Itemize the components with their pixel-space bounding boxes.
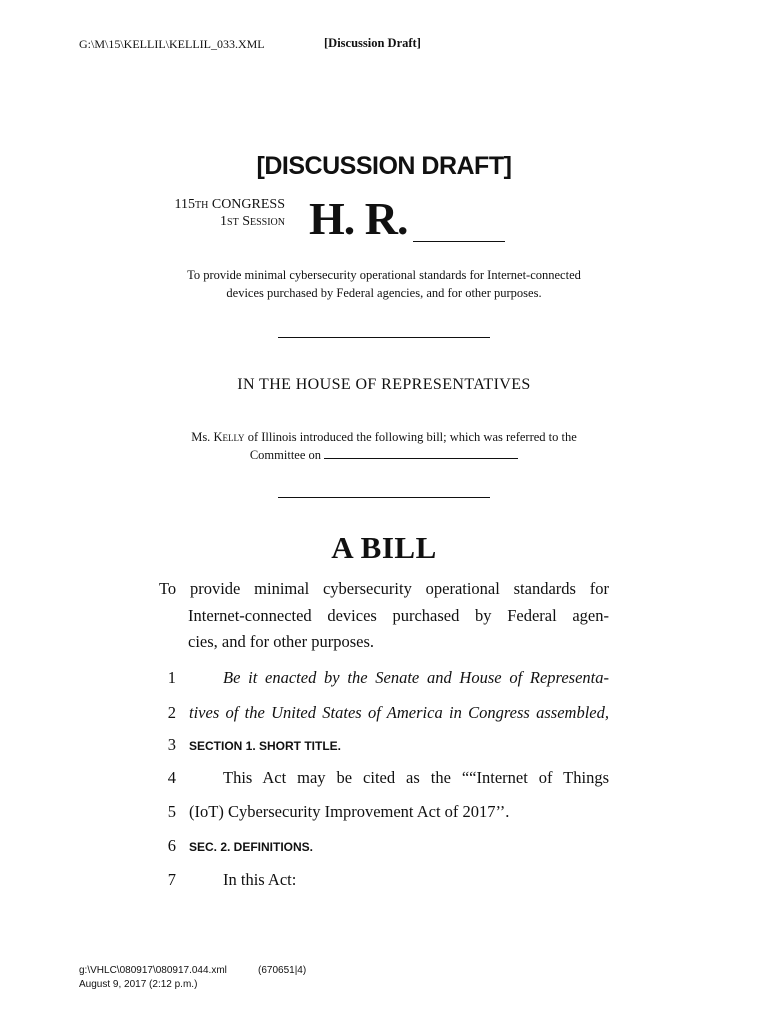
congress-label: 115th CONGRESS <box>174 197 285 212</box>
bill-designation: H. R. <box>309 193 408 244</box>
line-number: 6 <box>167 836 176 855</box>
sponsor-prefix: Ms. <box>191 430 214 444</box>
purpose-line-1: To provide minimal cybersecurity operational standards for Internet-connected <box>187 268 581 282</box>
purpose-line-2: devices purchased by Federal agencies, and for other purposes. <box>226 286 542 300</box>
bill-line-short-title-2: (IoT) Cybersecurity Improvement Act of 2017’’. <box>189 802 510 821</box>
long-title <box>159 576 609 656</box>
divider-rule-1 <box>278 337 490 338</box>
committee-label: Committee on <box>249 448 325 462</box>
line-number: 1 <box>167 668 176 687</box>
divider-rule-2 <box>278 497 490 498</box>
long-title-line-2: Internet-connected devices purchased by Federal agen- <box>188 605 609 625</box>
purpose-summary <box>150 266 618 302</box>
introduction-statement <box>150 428 618 464</box>
footer-date: August 9, 2017 (2:12 p.m.) <box>79 979 198 990</box>
section-heading-definitions: SEC. 2. DEFINITIONS. <box>189 840 314 854</box>
introduction-rest: of Illinois introduced the following bill; which was referred to the <box>244 430 577 444</box>
sponsor-name: Kelly <box>213 430 245 444</box>
footer-file: g:\VHLC\080917\080917.044.xml <box>79 965 227 976</box>
line-number: 3 <box>167 735 176 754</box>
bill-line-definitions-intro: In this Act: <box>223 870 297 889</box>
bill-line-short-title-1: This Act may be cited as the ““Internet of Things <box>223 768 609 787</box>
line-number: 2 <box>167 703 176 722</box>
bill-number-blank <box>413 241 505 242</box>
introduction-line-1 <box>150 428 618 446</box>
line-number: 4 <box>167 768 176 787</box>
section-heading-short-title: SECTION 1. SHORT TITLE. <box>189 739 342 753</box>
header-draft-label: [Discussion Draft] <box>324 36 421 50</box>
congress-session-block <box>155 196 285 230</box>
long-title-line-1: To provide minimal cybersecurity operational standards for <box>159 579 609 598</box>
discussion-draft-heading: [DISCUSSION DRAFT] <box>256 152 512 180</box>
bill-line-enacting-2: tives of the United States of America in Congress assembled, <box>189 703 609 722</box>
line-number: 5 <box>167 802 176 821</box>
session-label: 1st Session <box>220 214 285 229</box>
house-heading: IN THE HOUSE OF REPRESENTATIVES <box>237 376 531 393</box>
header-file-path: G:\M\15\KELLIL\KELLIL_033.XML <box>79 37 265 51</box>
bill-line-enacting-1: Be it enacted by the Senate and House of Representa- <box>223 668 609 687</box>
line-number: 7 <box>167 870 176 889</box>
introduction-line-2 <box>150 446 618 464</box>
a-bill-heading: A BILL <box>331 530 437 565</box>
committee-blank <box>324 448 518 459</box>
footer-doc-id: (670651|4) <box>258 965 307 976</box>
long-title-line-3: cies, and for other purposes. <box>188 632 375 651</box>
